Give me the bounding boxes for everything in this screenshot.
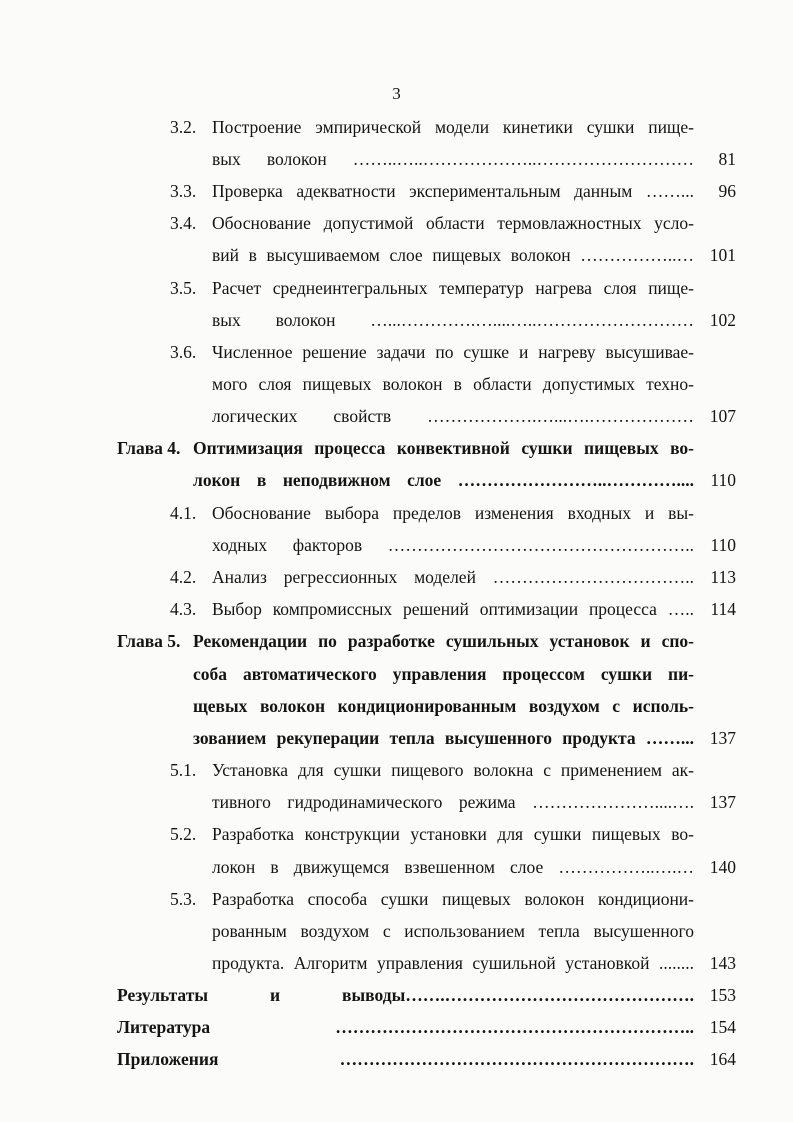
toc-page-number: 102 <box>709 310 736 330</box>
toc-entry-number: 3.6. <box>170 342 197 362</box>
toc-entry-text: Расчет среднеинтегральных температур нагрева слоя пище- <box>212 278 694 298</box>
toc-chapter-title: щевых волокон кондиционированным воздухом с исполь- <box>193 696 694 716</box>
toc-page-number: 140 <box>709 857 736 877</box>
toc-page-number: 164 <box>709 1049 736 1069</box>
toc-entry-text: Выбор компромиссных решений оптимизации процесса ….. <box>212 599 694 619</box>
page-number: 3 <box>392 84 401 103</box>
toc-entry-number: 3.3. <box>170 181 197 201</box>
toc-page-number: 101 <box>709 245 736 265</box>
toc-entry-text: Разработка конструкции установки для сушки пищевых во- <box>212 824 694 844</box>
toc-entry-text: вий в высушиваемом слое пищевых волокон ……………..… <box>212 245 694 265</box>
toc-entry-text: Обоснование выбора пределов изменения входных и вы- <box>212 503 694 523</box>
toc-entry-number: 4.3. <box>170 599 197 619</box>
toc-entry-text: Численное решение задачи по сушке и нагреву высушивае- <box>212 342 694 362</box>
toc-page-number: 143 <box>709 953 736 973</box>
toc-page-number: 114 <box>710 599 736 619</box>
toc-entry-text: Установка для сушки пищевого волокна с применением ак- <box>212 760 694 780</box>
toc-entry-text: Обоснование допустимой области термовлажностных усло- <box>212 213 694 233</box>
toc-chapter-number: Глава 5. <box>117 631 181 651</box>
toc-entry-number: 3.5. <box>170 278 197 298</box>
toc-chapter-title: Рекомендации по разработке сушильных установок и спо- <box>193 631 694 651</box>
toc-entry-text: ходных факторов …………………………………………….. <box>212 535 694 555</box>
toc-entry-text: Проверка адекватности экспериментальным данным ……... <box>212 181 694 201</box>
toc-section-title: Результаты и выводы…….……………………………………. <box>117 985 694 1005</box>
toc-page-number: 154 <box>709 1017 736 1037</box>
toc-entry-number: 4.1. <box>170 503 197 523</box>
toc-entry-number: 3.2. <box>170 117 197 137</box>
toc-page-number: 137 <box>709 792 736 812</box>
toc-entry-text: вых волокон …...………….…....…..……………………… <box>212 310 694 330</box>
toc-entry-text: вых волокон ……..…..………………..……………………… <box>212 149 694 169</box>
toc-entry-number: 3.4. <box>170 213 197 233</box>
toc-entry-text: Анализ регрессионных моделей …………………………….. <box>212 567 694 587</box>
toc-entry-text: локон в движущемся взвешенном слое ……………..….… <box>212 857 694 877</box>
toc-page-number: 96 <box>718 181 736 201</box>
toc-page-number: 81 <box>718 149 736 169</box>
toc-entry-text: Разработка способа сушки пищевых волокон кондициони- <box>212 889 694 909</box>
toc-page-number: 110 <box>710 470 736 490</box>
toc-entry-text: логических свойств ……………….…...….……………… <box>212 406 694 426</box>
toc-entry-text: продукта. Алгоритм управления сушильной установкой ........ <box>212 953 694 973</box>
toc-entry-text: Построение эмпирической модели кинетики сушки пище- <box>212 117 694 137</box>
toc-chapter-title: локон в неподвижном слое ……………………..………….... <box>193 470 694 490</box>
toc-page-number: 113 <box>710 567 736 587</box>
toc-entry-number: 5.3. <box>170 889 197 909</box>
toc-entry-text: рованным воздухом с использованием тепла высушенного <box>212 921 694 941</box>
toc-entry-number: 5.1. <box>170 760 197 780</box>
toc-page-number: 137 <box>709 728 736 748</box>
toc-chapter-number: Глава 4. <box>117 438 181 458</box>
toc-entry-text: мого слоя пищевых волокон в области допустимых техно- <box>212 374 694 394</box>
toc-entry-number: 5.2. <box>170 824 197 844</box>
toc-page-number: 110 <box>710 535 736 555</box>
toc-page-number: 153 <box>709 985 736 1005</box>
toc-section-title: Приложения ……………………………………………………. <box>117 1049 694 1069</box>
toc-page-number: 107 <box>709 406 736 426</box>
toc-chapter-title: соба автоматического управления процессом сушки пи- <box>193 664 694 684</box>
toc-entry-text: тивного гидродинамического режима …………………....…. <box>212 792 694 812</box>
toc-entry-number: 4.2. <box>170 567 197 587</box>
toc-chapter-title: Оптимизация процесса конвективной сушки пищевых во- <box>193 438 694 458</box>
toc-chapter-title: зованием рекуперации тепла высушенного продукта ……... <box>193 728 694 748</box>
toc-section-title: Литература …………………………………………………….. <box>117 1017 694 1037</box>
